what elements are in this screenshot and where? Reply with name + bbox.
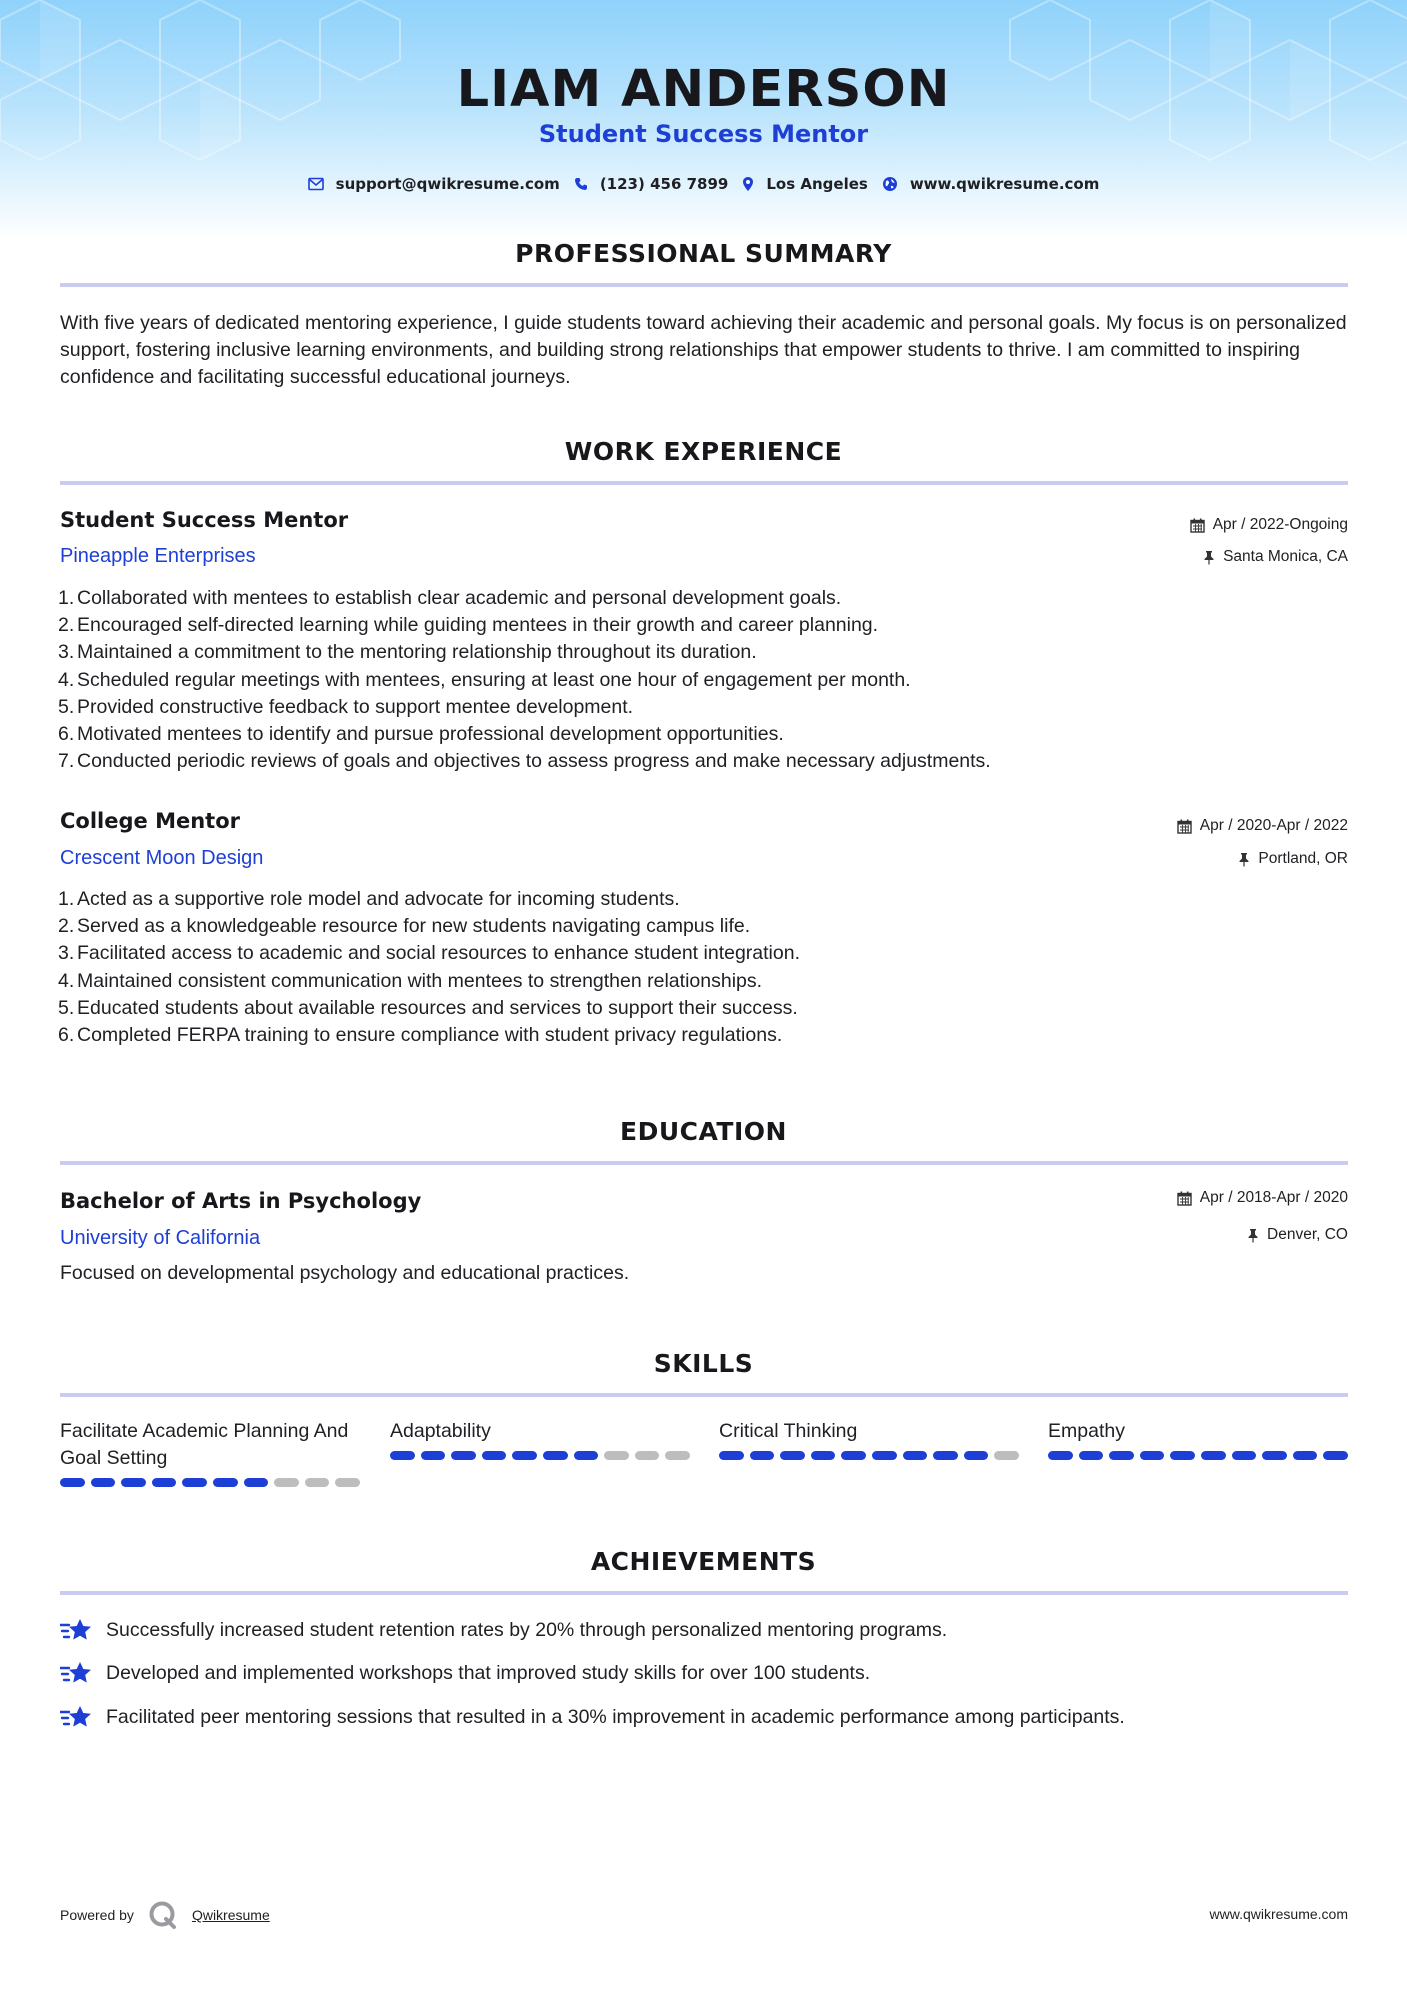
skill-segment-filled — [750, 1451, 775, 1460]
skill-segment-empty — [604, 1451, 629, 1460]
pushpin-icon — [1238, 852, 1250, 867]
skill-segment-empty — [635, 1451, 660, 1460]
star-icon — [60, 1703, 92, 1731]
job-location-text: Santa Monica, CA — [1223, 548, 1348, 565]
skill-segment-filled — [780, 1451, 805, 1460]
section-divider — [60, 1161, 1348, 1165]
skill-segment-filled — [1170, 1451, 1195, 1460]
list-item: 3. Facilitated access to academic and social resources to enhance student integration. — [58, 942, 800, 965]
skill-item — [1048, 1418, 1348, 1460]
education-dates-text: Apr / 2018-Apr / 2020 — [1199, 1189, 1348, 1206]
list-item: 1. Collaborated with mentees to establish clear academic and personal development goals. — [58, 587, 842, 609]
list-item: 3. Maintained a commitment to the mentoring relationship throughout its duration. — [58, 641, 757, 664]
section-heading-achievements: ACHIEVEMENTS — [590, 1547, 817, 1576]
achievement-item — [60, 1616, 947, 1644]
globe-icon — [882, 176, 898, 192]
powered-by-text: Powered by — [60, 1907, 134, 1923]
star-icon — [60, 1659, 92, 1687]
list-item: 5. Educated students about available resources and services to support their success. — [58, 996, 798, 1019]
skill-name: Adaptability — [390, 1420, 491, 1442]
footer-branding — [60, 1900, 270, 1930]
section-divider — [60, 1591, 1348, 1595]
skill-segment-filled — [482, 1451, 507, 1460]
phone-text: (123) 456 7899 — [599, 175, 729, 193]
skill-segment-filled — [421, 1451, 446, 1460]
star-icon — [60, 1616, 92, 1644]
contact-bar — [0, 172, 1407, 196]
skill-name: Empathy — [1048, 1420, 1125, 1442]
job-responsibilities — [58, 886, 1348, 1049]
list-item: 2. Encouraged self-directed learning while guiding mentees in their growth and career planning. — [58, 614, 879, 637]
calendar-icon — [1177, 819, 1192, 834]
degree-title: Bachelor of Arts in Psychology — [60, 1189, 422, 1213]
job-dates-text: Apr / 2022-Ongoing — [1212, 516, 1348, 533]
website-text: www.qwikresume.com — [909, 175, 1100, 193]
skill-segment-filled — [1232, 1451, 1257, 1460]
job-dates — [1177, 817, 1348, 835]
skill-segment-filled — [121, 1478, 146, 1487]
job-dates-text: Apr / 2020-Apr / 2022 — [1199, 817, 1348, 834]
candidate-title: Student Success Mentor — [538, 120, 869, 148]
skill-segment-filled — [152, 1478, 177, 1487]
achievement-text: Successfully increased student retention rates by 20% through personalized mentoring programs. — [106, 1618, 948, 1641]
achievement-text: Facilitated peer mentoring sessions that resulted in a 30% improvement in academic performance among participants. — [106, 1705, 1125, 1728]
skill-segment-empty — [665, 1451, 690, 1460]
skill-segment-filled — [574, 1451, 599, 1460]
skill-level-bar — [1048, 1451, 1348, 1460]
location-text: Los Angeles — [766, 175, 868, 193]
skill-segment-filled — [390, 1451, 415, 1460]
skill-segment-filled — [182, 1478, 207, 1487]
section-divider — [60, 481, 1348, 485]
pushpin-icon — [1203, 550, 1215, 565]
phone-icon — [574, 177, 588, 191]
job-location — [1203, 548, 1348, 566]
section-heading-skills: SKILLS — [653, 1349, 754, 1378]
job-location-text: Portland, OR — [1258, 850, 1348, 867]
envelope-icon — [308, 177, 324, 191]
section-divider — [60, 283, 1348, 287]
contact-phone[interactable] — [574, 175, 729, 193]
skill-segment-filled — [841, 1451, 866, 1460]
skill-segment-filled — [1262, 1451, 1287, 1460]
skill-segment-filled — [451, 1451, 476, 1460]
candidate-name: LIAM ANDERSON — [456, 60, 951, 119]
job-dates — [1190, 516, 1348, 534]
skill-segment-filled — [1079, 1451, 1104, 1460]
map-pin-icon — [742, 176, 754, 192]
skill-segment-filled — [1048, 1451, 1073, 1460]
list-item: 4. Scheduled regular meetings with mentees, ensuring at least one hour of engagement per month. — [58, 668, 911, 691]
skill-segment-filled — [1140, 1451, 1165, 1460]
skill-segment-empty — [994, 1451, 1019, 1460]
skill-segment-filled — [872, 1451, 897, 1460]
skill-segment-filled — [244, 1478, 269, 1487]
job-responsibilities — [58, 585, 1348, 775]
qwikresume-link[interactable]: Qwikresume — [191, 1907, 270, 1923]
skill-level-bar — [60, 1478, 360, 1487]
education-location — [1247, 1226, 1348, 1244]
job-title: Student Success Mentor — [60, 508, 349, 532]
skill-item — [390, 1418, 690, 1460]
skill-segment-empty — [274, 1478, 299, 1487]
education-dates — [1177, 1189, 1348, 1207]
skill-item — [719, 1418, 1019, 1460]
skill-level-bar — [390, 1451, 690, 1460]
section-divider — [60, 1393, 1348, 1397]
section-heading-summary: PROFESSIONAL SUMMARY — [515, 239, 892, 268]
skill-segment-filled — [1323, 1451, 1348, 1460]
job-title: College Mentor — [60, 809, 240, 833]
list-item: 1. Acted as a supportive role model and advocate for incoming students. — [58, 888, 680, 910]
skill-segment-filled — [60, 1478, 85, 1487]
qwikresume-logo — [148, 1900, 178, 1930]
education-location-text: Denver, CO — [1267, 1226, 1348, 1243]
skill-name: Facilitate Academic Planning And Goal Setting — [60, 1420, 349, 1469]
skill-segment-filled — [91, 1478, 116, 1487]
company-name: Crescent Moon Design — [60, 847, 264, 869]
company-name: Pineapple Enterprises — [60, 545, 256, 567]
skill-segment-filled — [1109, 1451, 1134, 1460]
skill-segment-filled — [903, 1451, 928, 1460]
achievement-item — [60, 1703, 1125, 1731]
contact-location — [742, 175, 867, 193]
list-item: 7. Conducted periodic reviews of goals and objectives to assess progress and make necessary adjustments. — [58, 750, 991, 773]
skill-segment-filled — [811, 1451, 836, 1460]
summary-text: With five years of dedicated mentoring experience, I guide students toward achieving their academic and personal goals. My focus is on personalized support, fostering inclusive learning environments, and building strong relationships that empower students to thrive. I am committed to inspiring confidence and facilitating successful educational journeys. — [60, 312, 1347, 388]
skill-segment-empty — [335, 1478, 360, 1487]
skill-segment-filled — [933, 1451, 958, 1460]
list-item: 6. Motivated mentees to identify and pursue professional development opportunities. — [58, 723, 784, 746]
calendar-icon — [1177, 1191, 1192, 1206]
list-item: 4. Maintained consistent communication with mentees to strengthen relationships. — [58, 969, 763, 992]
achievement-item — [60, 1659, 870, 1687]
skill-segment-filled — [213, 1478, 238, 1487]
contact-website[interactable] — [882, 175, 1100, 193]
calendar-icon — [1190, 518, 1205, 533]
footer-website[interactable]: www.qwikresume.com — [1209, 1906, 1348, 1922]
skill-name: Critical Thinking — [719, 1420, 858, 1442]
school-name: University of California — [60, 1227, 261, 1249]
education-description: Focused on developmental psychology and educational practices. — [60, 1262, 630, 1284]
list-item: 6. Completed FERPA training to ensure compliance with student privacy regulations. — [58, 1024, 783, 1047]
skill-segment-filled — [512, 1451, 537, 1460]
contact-email[interactable] — [308, 175, 560, 193]
skill-segment-filled — [1293, 1451, 1318, 1460]
email-text: support@qwikresume.com — [335, 175, 560, 193]
skill-segment-filled — [543, 1451, 568, 1460]
pushpin-icon — [1247, 1228, 1259, 1243]
list-item: 2. Served as a knowledgeable resource for new students navigating campus life. — [58, 915, 751, 938]
skill-level-bar — [719, 1451, 1019, 1460]
section-heading-experience: WORK EXPERIENCE — [564, 437, 843, 466]
skill-segment-filled — [1201, 1451, 1226, 1460]
skill-segment-filled — [719, 1451, 744, 1460]
list-item: 5. Provided constructive feedback to support mentee development. — [58, 695, 634, 718]
skill-segment-filled — [964, 1451, 989, 1460]
section-heading-education: EDUCATION — [620, 1117, 787, 1146]
achievement-text: Developed and implemented workshops that improved study skills for over 100 students. — [106, 1661, 871, 1684]
job-location — [1238, 850, 1348, 868]
skill-item — [60, 1418, 360, 1487]
skill-segment-empty — [305, 1478, 330, 1487]
